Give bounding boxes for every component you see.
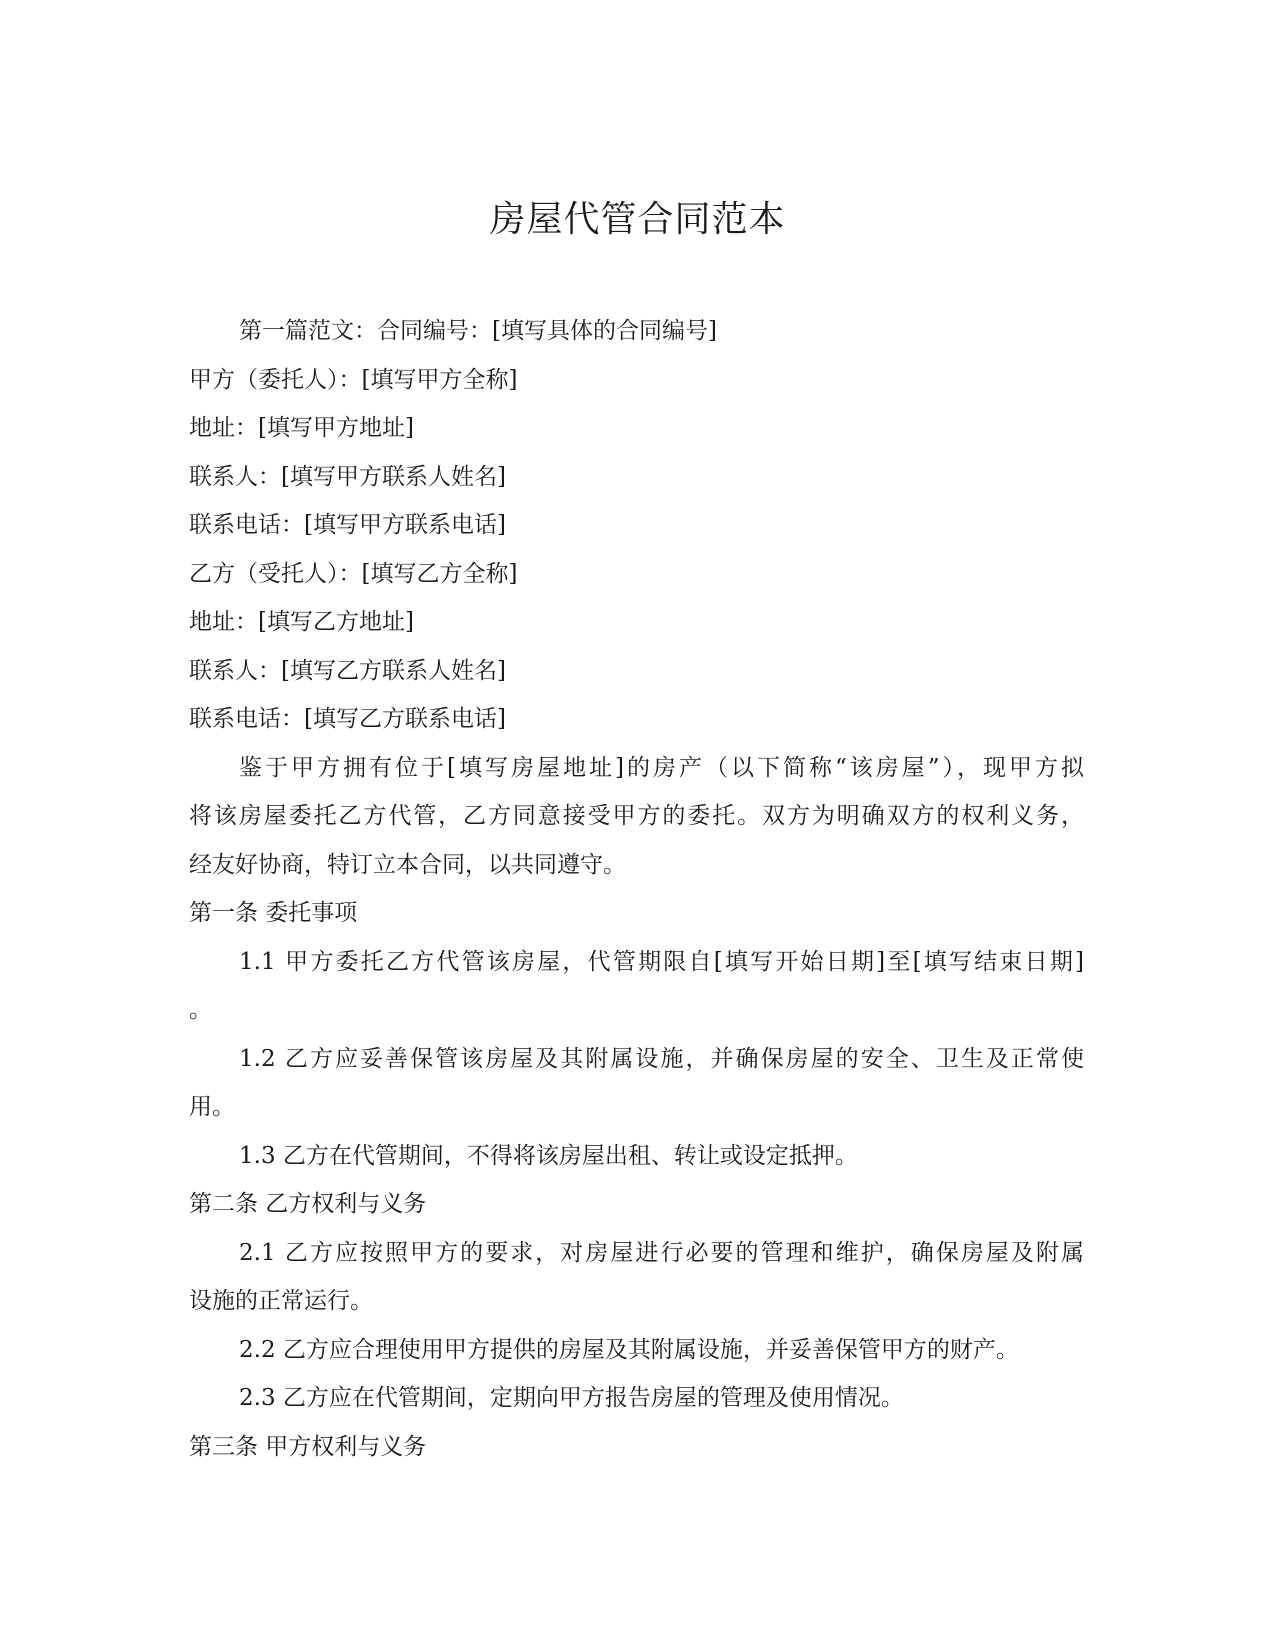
clause-2-1-line-2: 设施的正常运行。 — [189, 1288, 373, 1314]
contract-number-line: 第一篇范文：合同编号：[填写具体的合同编号] — [239, 318, 717, 344]
clause-2-3: 2.3 乙方应在代管期间，定期向甲方报告房屋的管理及使用情况。 — [239, 1385, 904, 1411]
party-a-contact-line: 联系人：[填写甲方联系人姓名] — [189, 463, 506, 490]
party-b-contact-line: 联系人：[填写乙方联系人姓名] — [189, 657, 506, 684]
document-title: 房屋代管合同范本 — [489, 199, 786, 240]
clause-1-3: 1.3 乙方在代管期间，不得将该房屋出租、转让或设定抵押。 — [239, 1142, 858, 1169]
party-a-name-line: 甲方（委托人）：[填写甲方全称] — [189, 366, 518, 393]
preamble-line-1: 鉴于甲方拥有位于[填写房屋地址]的房产（以下简称“该房屋”），现甲方拟 — [239, 754, 1084, 781]
clause-1-2-line-1: 1.2 乙方应妥善保管该房屋及其附属设施，并确保房屋的安全、卫生及正常使 — [239, 1045, 1084, 1072]
party-b-address-line: 地址：[填写乙方地址] — [189, 609, 414, 635]
clause-2-2: 2.2 乙方应合理使用甲方提供的房屋及其附属设施，并妥善保管甲方的财产。 — [239, 1336, 1019, 1363]
party-a-phone-line: 联系电话：[填写甲方联系电话] — [189, 512, 506, 538]
clause-1-2-line-2: 用。 — [189, 1094, 235, 1120]
article-1-heading: 第一条 委托事项 — [189, 900, 358, 926]
party-b-name-line: 乙方（受托人）：[填写乙方全称] — [189, 560, 518, 587]
article-2-heading: 第二条 乙方权利与义务 — [189, 1191, 427, 1217]
preamble-line-2: 将该房屋委托乙方代管，乙方同意接受甲方的委托。双方为明确双方的权利义务， — [189, 803, 1084, 829]
party-b-phone-line: 联系电话：[填写乙方联系电话] — [189, 706, 506, 732]
preamble-line-3: 经友好协商，特订立本合同，以共同遵守。 — [189, 851, 626, 878]
clause-1-1-line-2: 。 — [189, 997, 212, 1023]
article-3-heading: 第三条 甲方权利与义务 — [189, 1433, 427, 1460]
clause-1-1-line-1: 1.1 甲方委托乙方代管该房屋，代管期限自[填写开始日期]至[填写结束日期] — [239, 948, 1084, 975]
clause-2-1-line-1: 2.1 乙方应按照甲方的要求，对房屋进行必要的管理和维护，确保房屋及附属 — [239, 1239, 1084, 1266]
document-body — [189, 307, 1084, 1471]
party-a-address-line: 地址：[填写甲方地址] — [189, 415, 414, 441]
